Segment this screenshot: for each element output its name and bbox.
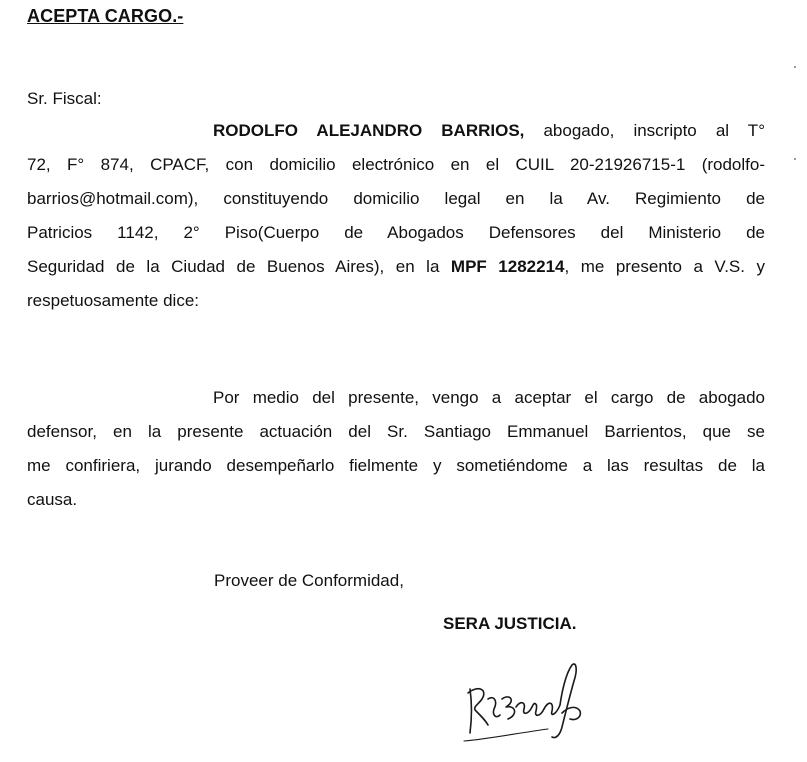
- document-heading: ACEPTA CARGO.-: [27, 6, 184, 26]
- paragraph-line: Por medio del presente, vengo a aceptar el cargo de abogado: [213, 388, 765, 407]
- attorney-name: RODOLFO ALEJANDRO BARRIOS,: [213, 121, 525, 140]
- paragraph-line: barrios@hotmail.com), constituyendo domicilio legal en la Av. Regimiento de: [27, 189, 765, 208]
- paragraph-line: Patricios 1142, 2° Piso(Cuerpo de Abogados Defensores del Ministerio de: [27, 223, 765, 242]
- paragraph-text: abogado, inscripto al T°: [524, 121, 765, 140]
- paragraph-acceptance: [27, 381, 765, 517]
- paragraph-line: me confiriera, jurando desempeñarlo fielmente y sometiéndome a las resultas de la: [27, 456, 765, 475]
- closing-request: Proveer de Conformidad,: [214, 571, 404, 590]
- handwritten-signature: [458, 655, 598, 745]
- paragraph-text: , me presento a V.S. y: [564, 257, 765, 276]
- paragraph-line: defensor, en la presente actuación del Sr. Santiago Emmanuel Barrientos, que se: [27, 422, 765, 441]
- closing-justicia: SERA JUSTICIA.: [443, 614, 577, 633]
- paragraph-text: Seguridad de la Ciudad de Buenos Aires), en la: [27, 257, 451, 276]
- mpf-number: MPF 1282214: [450, 257, 565, 276]
- paragraph-line: respetuosamente dice:: [27, 291, 199, 310]
- paragraph-line: 72, F° 874, CPACF, con domicilio electrónico en el CUIL 20-21926715-1 (rodolfo-: [27, 155, 765, 174]
- scan-speck: [794, 66, 796, 68]
- paragraph-line: [27, 114, 765, 148]
- paragraph-presentation: [27, 114, 765, 318]
- salutation: Sr. Fiscal:: [27, 89, 102, 108]
- paragraph-line: [27, 250, 765, 284]
- paragraph-line: causa.: [27, 490, 78, 509]
- scan-speck: [794, 158, 796, 160]
